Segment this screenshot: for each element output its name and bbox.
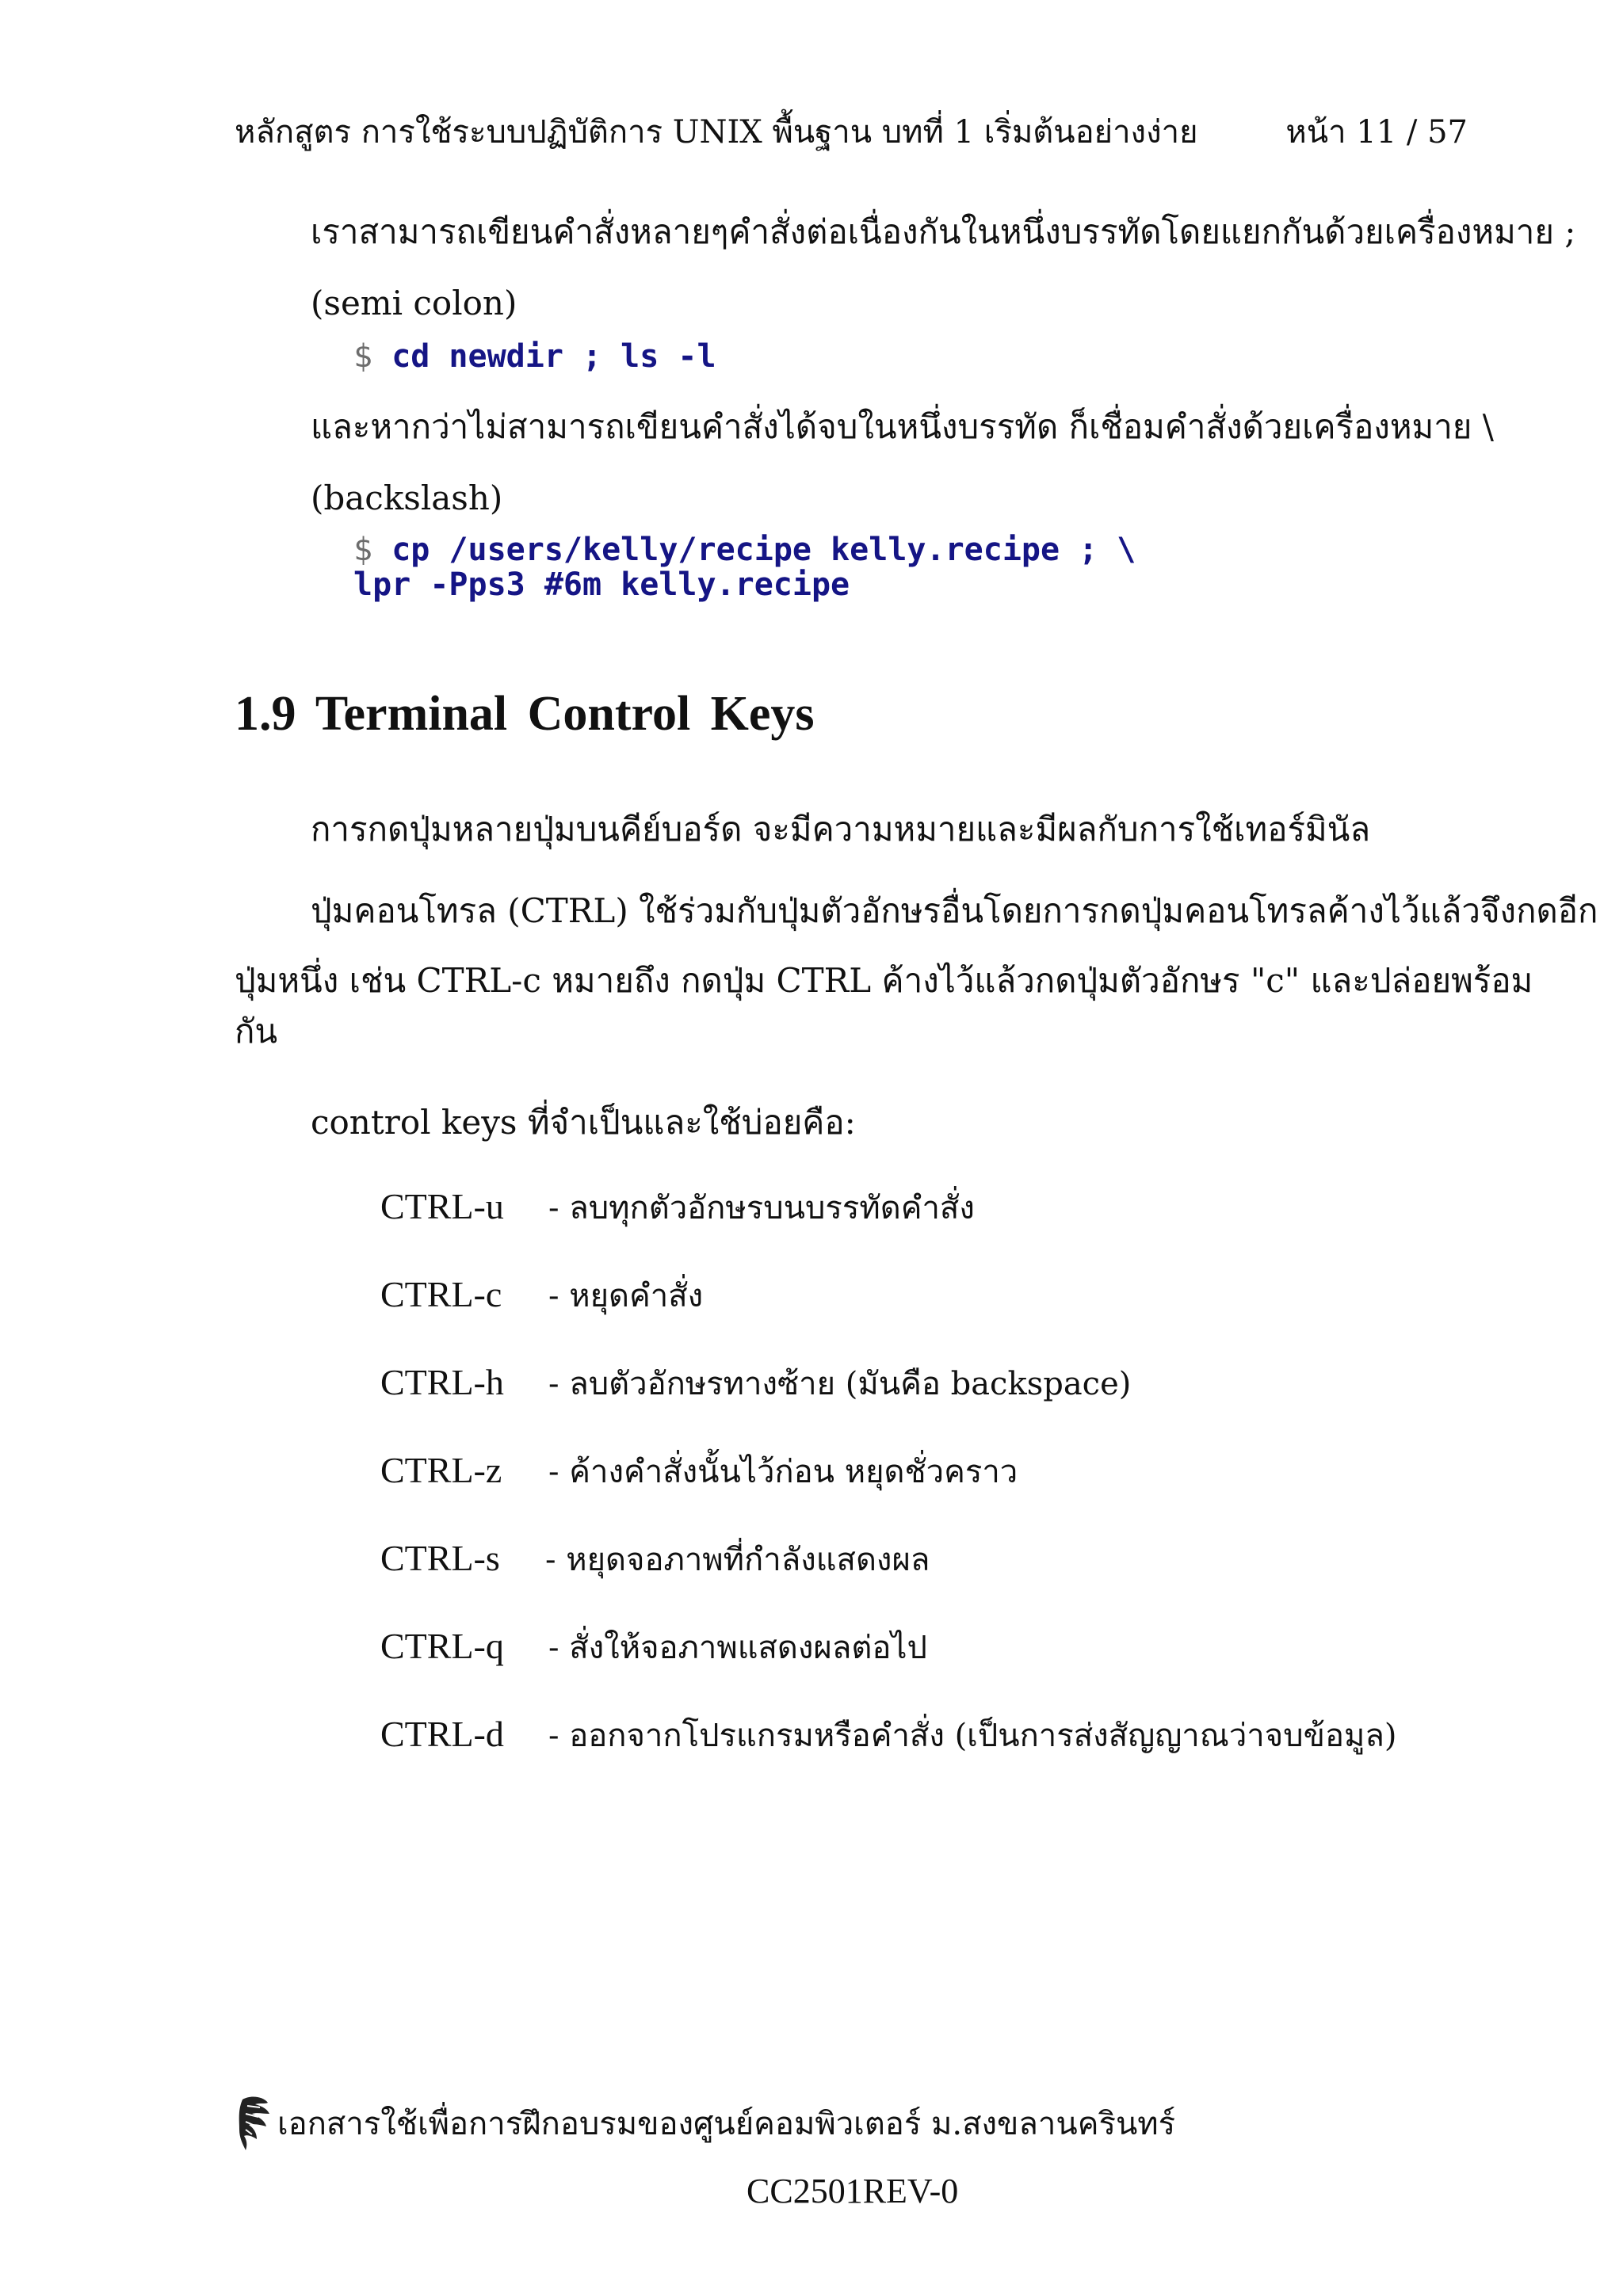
- shell-prompt: $: [353, 338, 373, 375]
- continuation-line-1: และหากว่าไม่สามารถเขียนคำสั่งได้จบในหนึ่งบรรทัด ก็เชื่อมคำสั่งด้วยเครื่องหมาย \: [311, 407, 1494, 446]
- paragraph-2: [235, 876, 1598, 1085]
- intro-paragraph: [311, 196, 1575, 339]
- code-block-2: [353, 532, 1136, 602]
- section-heading: 1.9 Terminal Control Keys: [235, 687, 815, 741]
- control-key-row: [380, 1270, 703, 1321]
- control-key-description: - สั่งให้จอภาพแสดงผลต่อไป: [548, 1630, 927, 1666]
- header-course-title: หลักสูตร การใช้ระบบปฏิบัติการ UNIX พื้นฐาน บทที่ 1 เริ่มต้นอย่างง่าย: [235, 114, 1198, 151]
- control-key-name: CTRL-h: [380, 1362, 504, 1402]
- control-key-row: [380, 1534, 930, 1585]
- intro-line-2: (semi colon): [311, 284, 517, 322]
- control-key-description: - ค้างคำสั่งนั้นไว้ก่อน หยุดชั่วคราว: [548, 1454, 1018, 1490]
- paragraph-1: การกดปุ่มหลายปุ่มบนคีย์บอร์ด จะมีความหมายและมีผลกับการใช้เทอร์มินัล: [311, 810, 1371, 849]
- header-page-number: หน้า 11 / 57: [1285, 114, 1468, 151]
- shell-prompt: $: [353, 532, 373, 568]
- document-code: CC2501REV-0: [747, 2172, 959, 2210]
- control-key-description: - ลบทุกตัวอักษรบนบรรทัดคำสั่ง: [548, 1190, 975, 1226]
- paragraph-3: control keys ที่จำเป็นและใช้บ่อยคือ:: [311, 1103, 856, 1142]
- control-key-description: - หยุดคำสั่ง: [548, 1278, 704, 1314]
- code-command: cd newdir ; ls -l: [391, 338, 716, 375]
- control-key-name: CTRL-c: [380, 1274, 502, 1314]
- paragraph-2-line-1: ปุ่มคอนโทรล (CTRL) ใช้ร่วมกับปุ่มตัวอักษรอื่นโดยการกดปุ่มคอนโทรลค้างไว้แล้วจึงกดอีก: [311, 891, 1598, 930]
- control-key-name: CTRL-d: [380, 1714, 504, 1754]
- code-block-1: [353, 339, 716, 374]
- control-key-name: CTRL-s: [380, 1538, 500, 1578]
- control-key-name: CTRL-u: [380, 1186, 504, 1226]
- continuation-line-2: (backslash): [311, 479, 503, 517]
- control-key-row: [380, 1622, 927, 1672]
- control-key-row: [380, 1710, 1396, 1760]
- control-key-row: [380, 1446, 1018, 1497]
- continuation-paragraph: [311, 391, 1494, 534]
- control-key-name: CTRL-q: [380, 1626, 504, 1666]
- paragraph-2-line-2: ปุ่มหนึ่ง เช่น CTRL-c หมายถึง กดปุ่ม CTRL ค้างไว้แล้วกดปุ่มตัวอักษร "c" และปล่อยพร้อม: [235, 961, 1533, 1000]
- control-key-row: [380, 1358, 1131, 1409]
- paragraph-2-line-3: กัน: [235, 1012, 278, 1051]
- university-logo-icon: [236, 2093, 273, 2152]
- control-key-description: - ออกจากโปรแกรมหรือคำสั่ง (เป็นการส่งสัญญาณว่าจบข้อมูล): [548, 1718, 1397, 1754]
- control-key-name: CTRL-z: [380, 1450, 502, 1490]
- control-key-description: - ลบตัวอักษรทางซ้าย (มันคือ backspace): [548, 1366, 1132, 1402]
- footer-text: เอกสารใช้เพื่อการฝึกอบรมของศูนย์คอมพิวเตอร์ ม.สงขลานครินทร์: [277, 2106, 1176, 2142]
- code-line-2: lpr -Pps3 #6m kelly.recipe: [353, 566, 850, 603]
- control-key-row: [380, 1182, 975, 1233]
- code-line-1: cp /users/kelly/recipe kelly.recipe ; \: [391, 532, 1136, 568]
- control-key-description: - หยุดจอภาพที่กำลังแสดงผล: [545, 1542, 930, 1578]
- intro-line-1: เราสามารถเขียนคำสั่งหลายๆคำสั่งต่อเนื่องกันในหนึ่งบรรทัดโดยแยกกันด้วยเครื่องหมาย ;: [311, 212, 1576, 251]
